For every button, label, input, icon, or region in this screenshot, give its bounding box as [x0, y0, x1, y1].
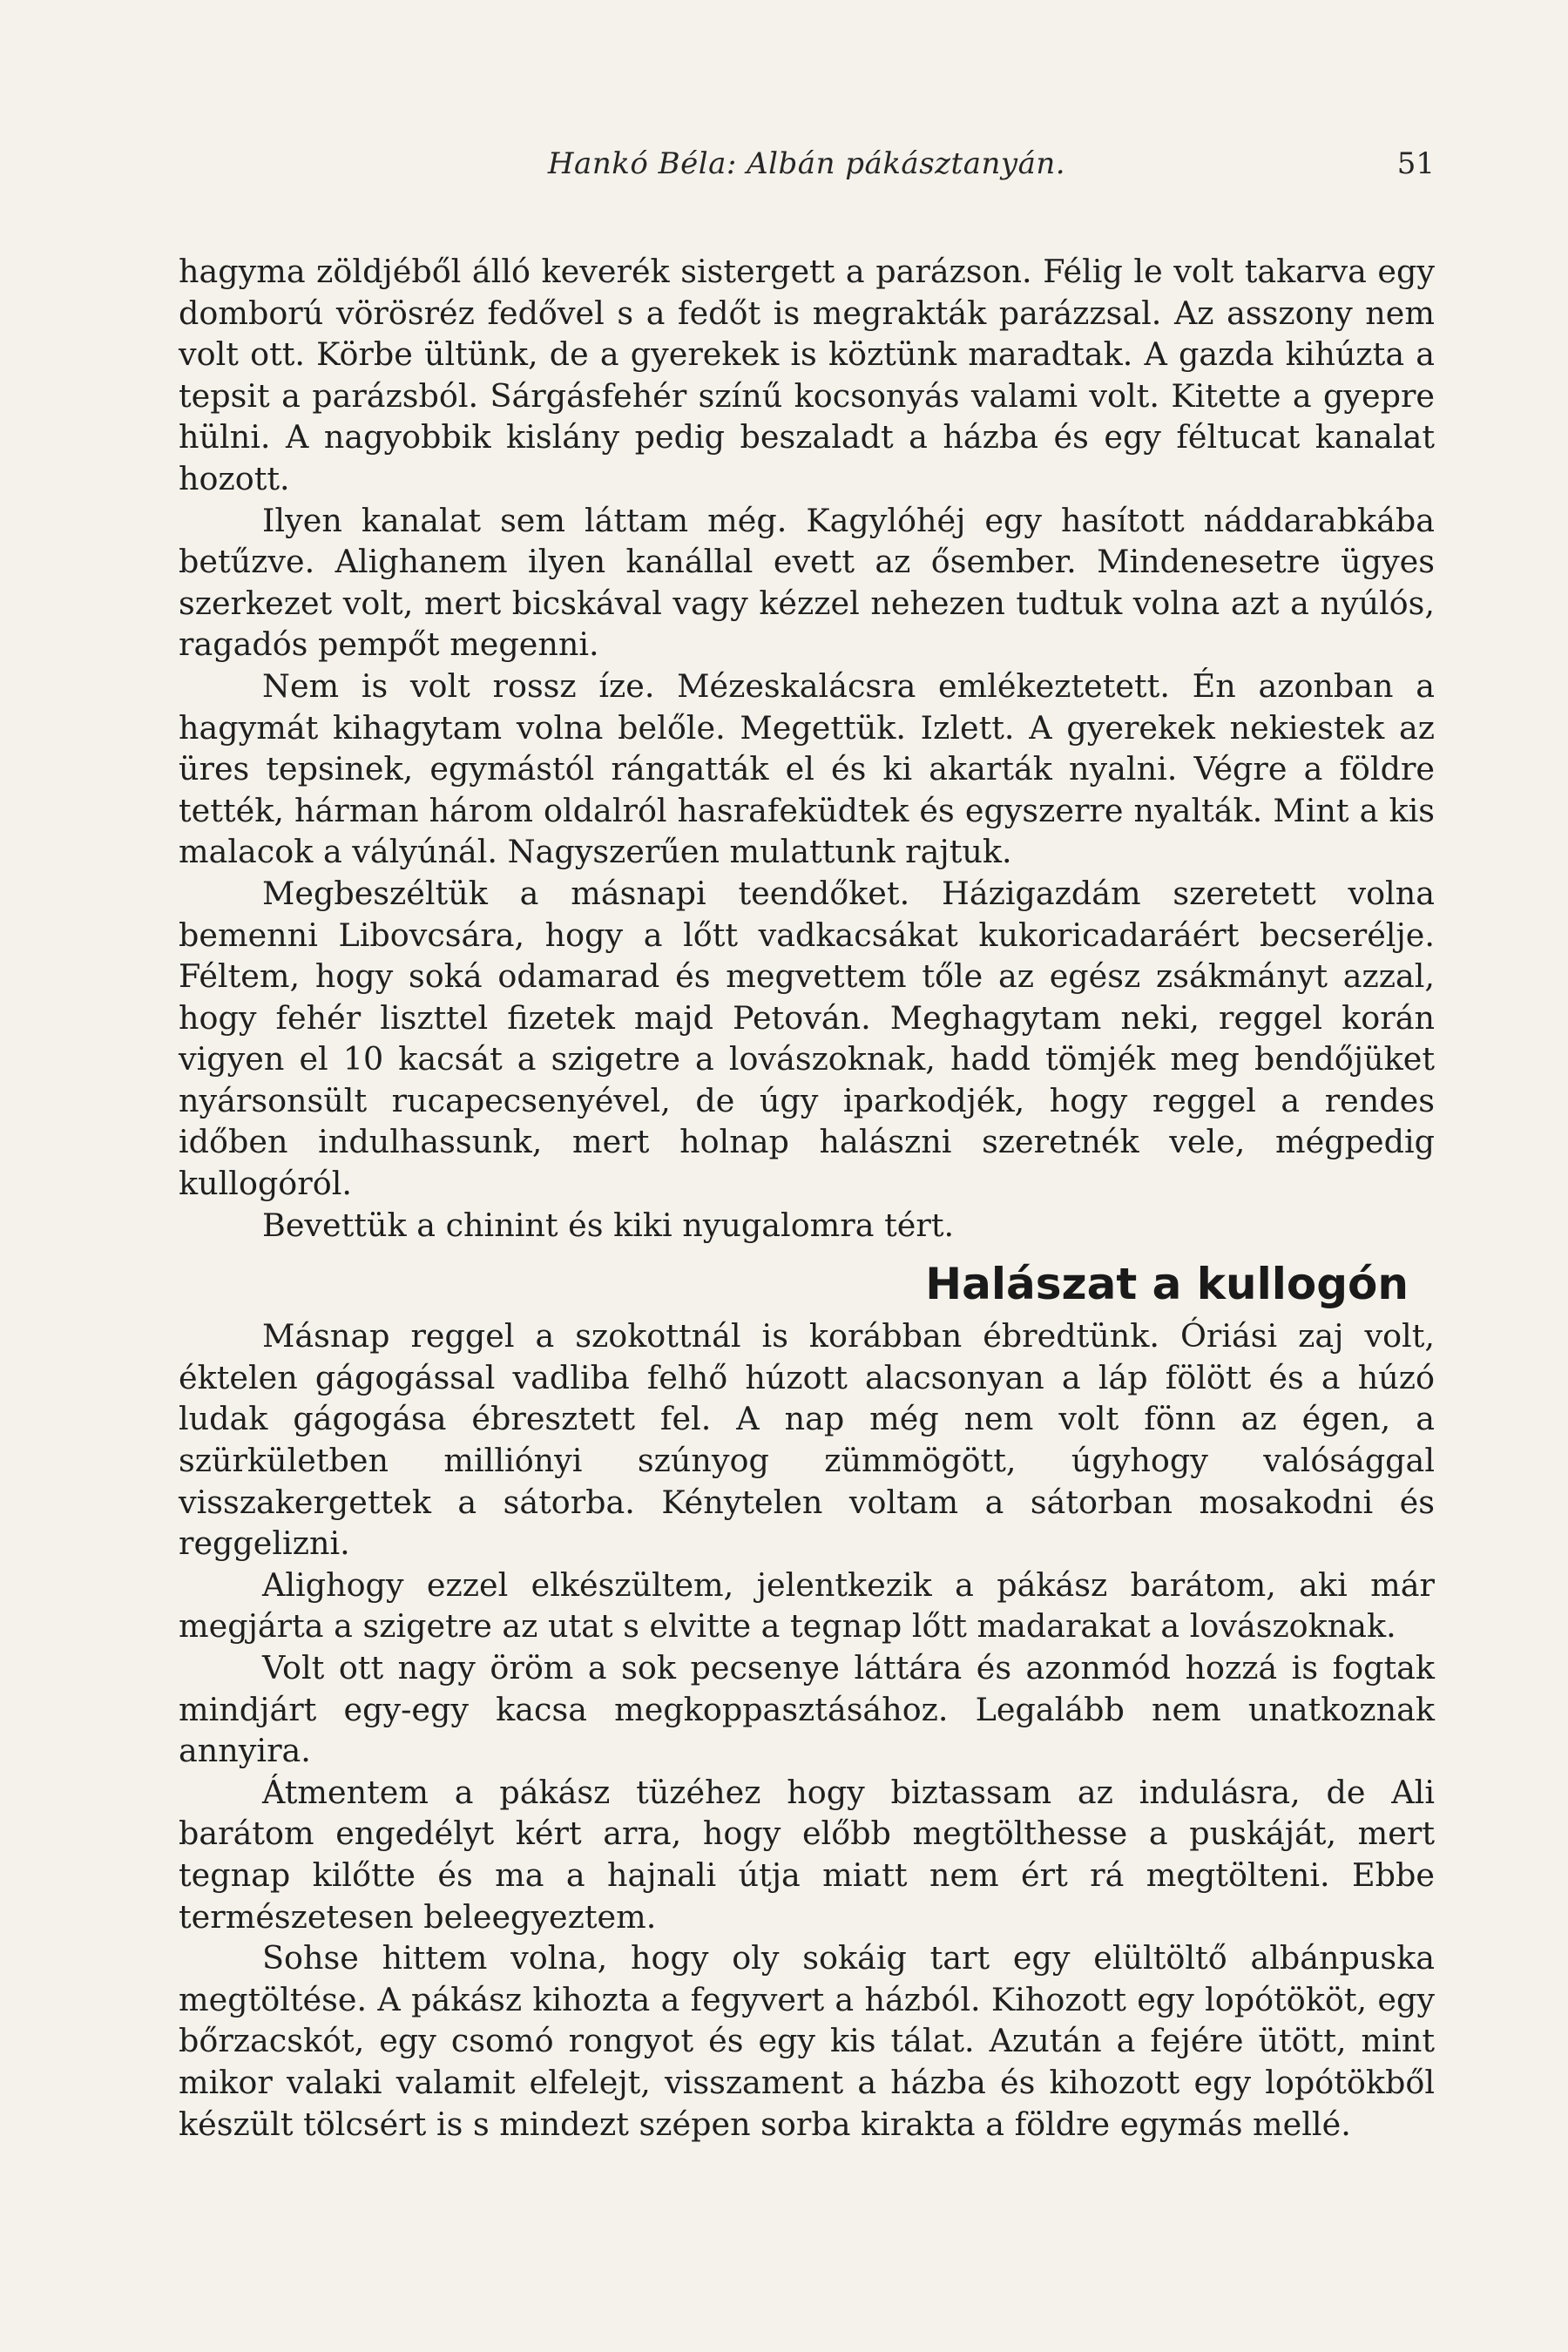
- paragraph: Bevettük a chinint és kiki nyugalomra tért.: [262, 1206, 955, 1244]
- paragraph: Másnap reggel a szokottnál is korábban ébredtünk. Óriási zaj volt, éktelen gágogással vadliba felhő húzott alacsonyan a láp fölött és a húzó ludak gágogása ébresztett fel. A nap még nem volt fönn az égen, a szürkületben milliónyi szúnyog zümmögött, úgyhogy valósággal visszakergettek a sátorba. Kénytelen voltam a sátorban mosakodni és reggelizni.: [179, 1317, 1435, 1563]
- page-number: 51: [1396, 146, 1435, 181]
- paragraph: Alighogy ezzel elkészültem, jelentkezik a pákász barátom, aki már megjárta a szigetre az utat s elvitte a tegnap lőtt madarakat a lovászoknak.: [179, 1565, 1435, 1646]
- body-text: [179, 251, 1435, 2145]
- running-title: Hankó Béla: Albán pákásztanyán.: [547, 146, 1066, 181]
- paragraph: Megbeszéltük a másnapi teendőket. Házigazdám szeretett volna bemenni Libovcsára, hogy a lőtt vadkacsákat kukoricadaráért becserélje. Féltem, hogy soká odamarad és megvettem tőle az egész zsákmányt azzal, hogy fehér liszttel fizetek majd Petován. Meghagytam neki, reggel korán vigyen el 10 kacsát a szigetre a lovászoknak, hadd tömjék meg bendőjüket nyársonsült rucapecsenyével, de úgy iparkodjék, hogy reggel a rendes időben indulhassunk, mert holnap halászni szeretnék vele, mégpedig kullogóról.: [179, 874, 1435, 1203]
- paragraph: Ilyen kanalat sem láttam még. Kagylóhéj egy hasított náddarabkába betűzve. Alighanem ilyen kanállal evett az ősember. Mindenesetre ügyes szerkezet volt, mert bicskával vagy kézzel nehezen tudtuk volna azt a nyúlós, ragadós pempőt megenni.: [179, 501, 1435, 664]
- paragraph: hagyma zöldjéből álló keverék sistergett a parázson. Félig le volt takarva egy domború vörösréz fedővel s a fedőt is megrakták parázzsal. Az asszony nem volt ott. Körbe ültünk, de a gyerekek is köztünk maradtak. A gazda kihúzta a tepsit a parázsból. Sárgásfehér színű kocsonyás valami volt. Kitette a gyepre hülni. A nagyobbik kislány pedig beszaladt a házba és egy féltucat kanalat hozott.: [179, 253, 1435, 497]
- paragraph: Nem is volt rossz íze. Mézeskalácsra emlékeztetett. Én azonban a hagymát kihagytam volna belőle. Megettük. Izlett. A gyerekek nekiestek az üres tepsinek, egymástól rángatták el és ki akarták nyalni. Végre a földre tették, hárman három oldalról hasrafeküdtek és egyszerre nyalták. Mint a kis malacok a vályúnál. Nagyszerűen mulattunk rajtuk.: [179, 666, 1435, 871]
- section-heading: Halászat a kullogón: [925, 1259, 1409, 1310]
- paragraph: Átmentem a pákász tüzéhez hogy biztassam az indulásra, de Ali barátom engedélyt kért arra, hogy előbb megtölthesse a puskáját, mert tegnap kilőtte és ma a hajnali útja miatt nem ért rá megtölteni. Ebbe természetesen beleegyeztem.: [179, 1773, 1435, 1936]
- paragraph: Volt ott nagy öröm a sok pecsenye láttára és azonmód hozzá is fogtak mindjárt egy-egy kacsa megkoppasztásához. Legalább nem unatkoznak annyira.: [179, 1649, 1435, 1770]
- running-head: [179, 146, 1435, 190]
- paragraph: Sohse hittem volna, hogy oly sokáig tart egy elültöltő albánpuska megtöltése. A pákász kihozta a fegyvert a házból. Kihozott egy lopótököt, egy bőrzacskót, egy csomó rongyot és egy kis tálat. Azután a fejére ütött, mint mikor valaki valamit elfelejt, visszament a házba és kihozott egy lopótökből készült tölcsért is s mindezt szépen sorba kirakta a földre egymás mellé.: [179, 1939, 1435, 2143]
